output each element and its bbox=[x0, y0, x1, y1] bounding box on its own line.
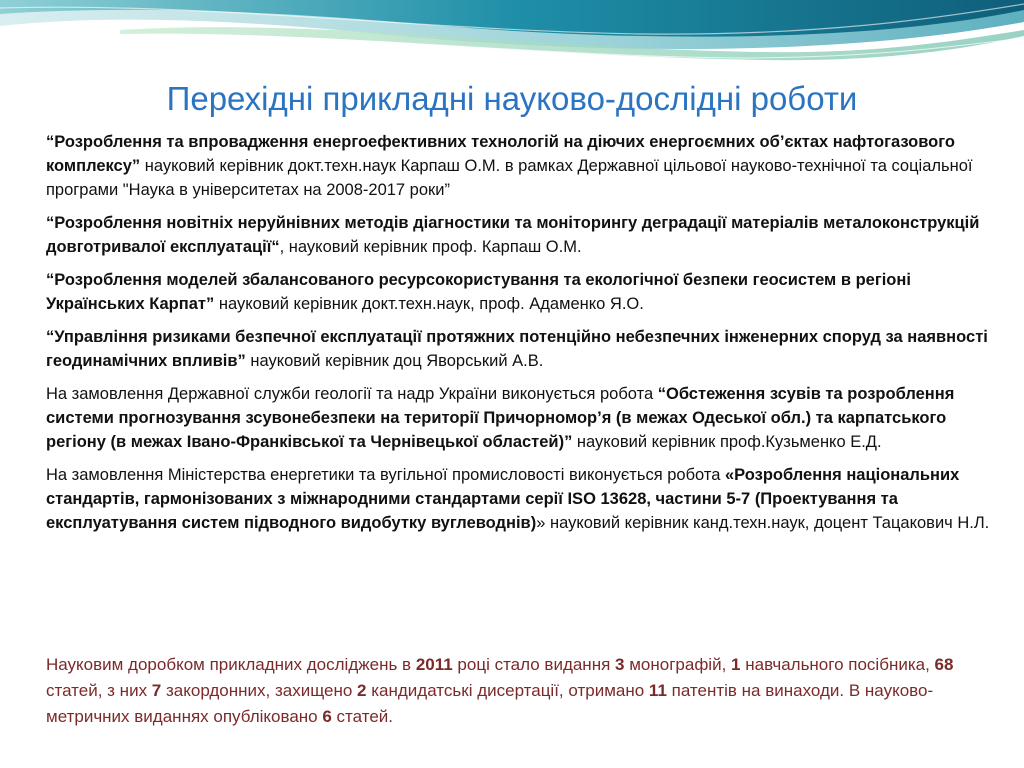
summary-text: статей, з них bbox=[46, 681, 152, 700]
project-intro: На замовлення Міністерства енергетики та вугільної промисловості виконується робота bbox=[46, 466, 725, 484]
project-details: науковий керівник доц Яворський А.В. bbox=[245, 352, 544, 370]
project-details: науковий керівник докт.техн.наук, проф. Адаменко Я.О. bbox=[214, 295, 644, 313]
project-details: науковий керівник докт.техн.наук Карпаш О.М. в рамках Державної цільової науково-технічної та соціальної програми "Наука в університетах на 2008-2017 роки” bbox=[46, 157, 973, 199]
summary-count-theses: 2 bbox=[357, 681, 367, 700]
project-details: , науковий керівник проф. Карпаш О.М. bbox=[279, 238, 582, 256]
summary-count-metric: 6 bbox=[322, 707, 332, 726]
project-details: » науковий керівник канд.техн.наук, доцент Тацакович Н.Л. bbox=[536, 514, 990, 532]
summary-text: році стало видання bbox=[452, 655, 616, 674]
project-title: “Розроблення та впровадження енергоефективних технологій на діючих енергоємних об’єктах нафтогазового комплексу” bbox=[46, 133, 955, 175]
summary-count-textbooks: 1 bbox=[731, 655, 741, 674]
project-item bbox=[46, 268, 994, 316]
summary-text: закордонних, захищено bbox=[161, 681, 358, 700]
summary-paragraph bbox=[46, 652, 986, 730]
summary-count-monographs: 3 bbox=[615, 655, 625, 674]
summary-text: статей. bbox=[331, 707, 393, 726]
project-title: “Управління ризиками безпечної експлуатації протяжних потенційно небезпечних інженерних споруд за наявності геодинамічних впливів” bbox=[46, 328, 988, 370]
summary-text: навчального посібника, bbox=[740, 655, 935, 674]
project-item bbox=[46, 211, 994, 259]
project-details: науковий керівник проф.Кузьменко Е.Д. bbox=[572, 433, 882, 451]
summary-count-patents: 11 bbox=[648, 681, 667, 700]
projects-list bbox=[46, 130, 994, 544]
project-title: “Розроблення новітніх неруйнівних методів діагностики та моніторингу деградації матеріалів металоконструкцій довготривалої експлуатації“ bbox=[46, 214, 980, 256]
project-title: “Розроблення моделей збалансованого ресурсокористування та екологічної безпеки геосистем в регіоні Українських Карпат” bbox=[46, 271, 911, 313]
summary-text: монографій, bbox=[624, 655, 732, 674]
project-title: «Розроблення національних стандартів, гармонізованих з міжнародними стандартами серії ISO 13628, частини 5-7 (Проектування та експлуатування систем підводного видобутку вуглеводнів) bbox=[46, 466, 960, 532]
project-intro: На замовлення Державної служби геології та надр України виконується робота bbox=[46, 385, 658, 403]
project-item bbox=[46, 382, 994, 454]
project-title: “Обстеження зсувів та розроблення системи прогнозування зсувонебезпеки на території Причорномор’я (в межах Одеської обл.) та карпатського регіону (в межах Івано-Франківської та Чернівецької областей)” bbox=[46, 385, 955, 451]
summary-text: патентів на винаходи. В науково-метричних виданнях опубліковано bbox=[46, 681, 934, 726]
summary-text: Науковим доробком прикладних досліджень в bbox=[46, 655, 416, 674]
summary-text: кандидатські дисертації, отримано bbox=[366, 681, 649, 700]
slide-title: Перехідні прикладні науково-дослідні роботи bbox=[166, 80, 858, 117]
summary-year: 2011 bbox=[415, 655, 453, 674]
project-item bbox=[46, 130, 994, 202]
project-item bbox=[46, 463, 994, 535]
project-item bbox=[46, 325, 994, 373]
summary-count-foreign: 7 bbox=[151, 681, 162, 700]
header-wave-decoration bbox=[0, 0, 1024, 80]
summary-count-articles: 68 bbox=[934, 655, 954, 674]
